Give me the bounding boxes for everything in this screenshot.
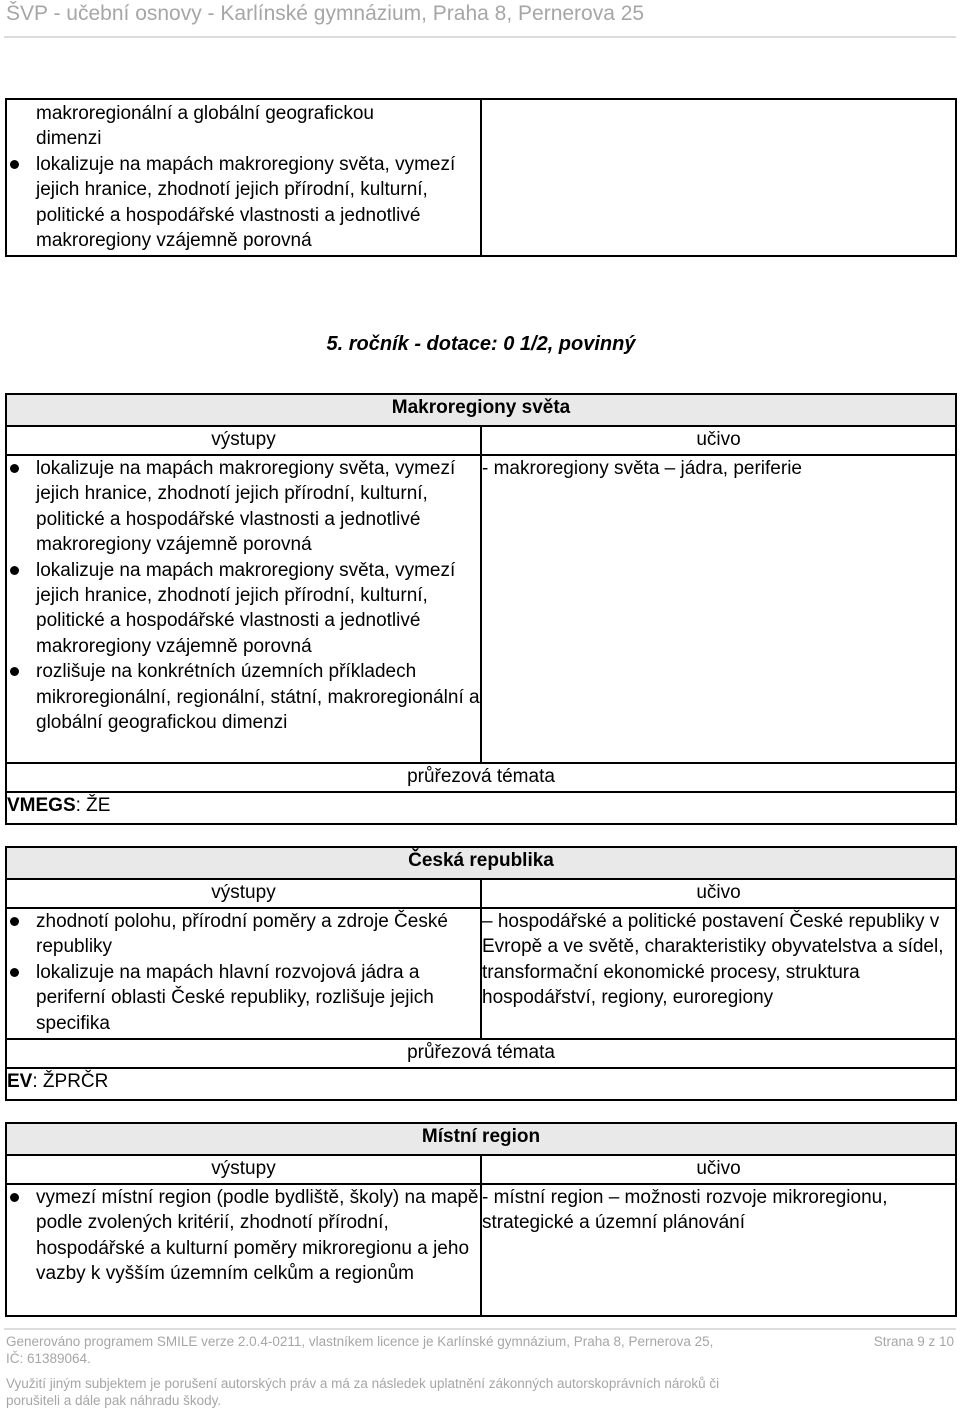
- content-heading: učivo: [481, 426, 956, 455]
- footer-divider: [4, 1328, 956, 1330]
- output-item: lokalizuje na mapách makroregiony světa, vymezí jejich hranice, zhodnotí jejich přírodní, kulturní, politické a hospodářské vlastnosti a jednotlivé makroregiony vzájemně porovná: [7, 456, 480, 558]
- content-cell: [481, 455, 956, 763]
- outputs-cell: [6, 908, 481, 1039]
- section-title: Česká republika: [6, 847, 956, 879]
- cross-topic-code: EV: [7, 1071, 33, 1092]
- content-text: - makroregiony světa – jádra, periferie: [482, 458, 802, 479]
- outputs-cell: [6, 455, 481, 763]
- section-title: Makroregiony světa: [6, 394, 956, 426]
- continuation-text-line-2: dimenzi: [36, 128, 102, 150]
- footer-page-number: Strana 9 z 10: [873, 1334, 954, 1349]
- continuation-table: [5, 98, 957, 257]
- output-item: rozlišuje na konkrétních územních příkladech mikroregionální, regionální, státní, makroregionální a globální geografickou dimenzi: [7, 659, 480, 735]
- outputs-list: [7, 909, 480, 1036]
- continuation-outputs-cell: [6, 99, 481, 256]
- section-title: Místní region: [6, 1123, 956, 1155]
- section-ceska-republika: [5, 846, 957, 1101]
- footer-notice-line-1: Využití jiným subjektem je porušení autorských práv a má za následek uplatnění zákonných autorskoprávních nároků či: [6, 1376, 720, 1391]
- outputs-list: [7, 1185, 480, 1287]
- output-item: lokalizuje na mapách hlavní rozvojová jádra a periferní oblasti České republiky, rozlišuje jejich specifika: [7, 960, 480, 1036]
- cross-topic-code: VMEGS: [7, 795, 76, 816]
- content-heading: učivo: [481, 1155, 956, 1184]
- content-cell: [481, 908, 956, 1039]
- content-text: - místní region – možnosti rozvoje mikroregionu, strategické a územní plánování: [482, 1187, 888, 1234]
- outputs-heading: výstupy: [6, 1155, 481, 1184]
- continuation-text-line-1: makroregionální a globální geografickou: [36, 103, 374, 124]
- footer-notice-line-2: porušiteli a dále pak náhradu škody.: [6, 1393, 222, 1408]
- document-header-title: ŠVP - učební osnovy - Karlínské gymnázium, Praha 8, Pernerova 25: [6, 2, 645, 25]
- outputs-list: [7, 456, 480, 735]
- continuation-bullet: lokalizuje na mapách makroregiony světa, vymezí jejich hranice, zhodnotí jejich přírodní, kulturní, politické a hospodářské vlastnosti a jednotlivé makroregiony vzájemně porovná: [7, 152, 480, 254]
- section-makroregiony: [5, 393, 957, 825]
- content-heading: učivo: [481, 879, 956, 908]
- output-item: lokalizuje na mapách makroregiony světa, vymezí jejich hranice, zhodnotí jejich přírodní, kulturní, politické a hospodářské vlastnosti a jednotlivé makroregiony vzájemně porovná: [7, 558, 480, 660]
- content-cell: [481, 1184, 956, 1316]
- cross-topic-row: [6, 1068, 956, 1100]
- output-item: zhodnotí polohu, přírodní poměry a zdroje České republiky: [7, 909, 480, 960]
- outputs-heading: výstupy: [6, 426, 481, 455]
- grade-title: 5. ročník - dotace: 0 1/2, povinný: [326, 333, 636, 355]
- continuation-bullet-list: [7, 152, 480, 254]
- footer-generated-line-1: Generováno programem SMILE verze 2.0.4-0211, vlastníkem licence je Karlínské gymnázium, Praha 8, Pernerova 25,: [6, 1334, 714, 1349]
- output-item: vymezí místní region (podle bydliště, školy) na mapě podle zvolených kritérií, zhodnotí přírodní, hospodářské a kulturní poměry mikroregionu a jeho vazby k vyšším územním celkům a regionům: [7, 1185, 480, 1287]
- continuation-content-cell: [481, 99, 956, 256]
- cross-topics-heading: průřezová témata: [6, 763, 956, 792]
- section-mistni-region: [5, 1122, 957, 1317]
- content-text: – hospodářské a politické postavení České republiky v Evropě a ve světě, charakteristiky obyvatelstva a sídel, transformační ekonomické procesy, struktura hospodářství, regiony, euroregiony: [482, 911, 944, 1009]
- header-divider: [4, 36, 956, 38]
- cross-topic-name: : ŽPRČR: [32, 1071, 109, 1092]
- outputs-heading: výstupy: [6, 879, 481, 908]
- cross-topic-name: : ŽE: [75, 795, 111, 816]
- cross-topic-row: [6, 792, 956, 824]
- cross-topics-heading: průřezová témata: [6, 1039, 956, 1068]
- outputs-cell: [6, 1184, 481, 1316]
- footer-generated-line-2: IČ: 61389064.: [6, 1351, 91, 1366]
